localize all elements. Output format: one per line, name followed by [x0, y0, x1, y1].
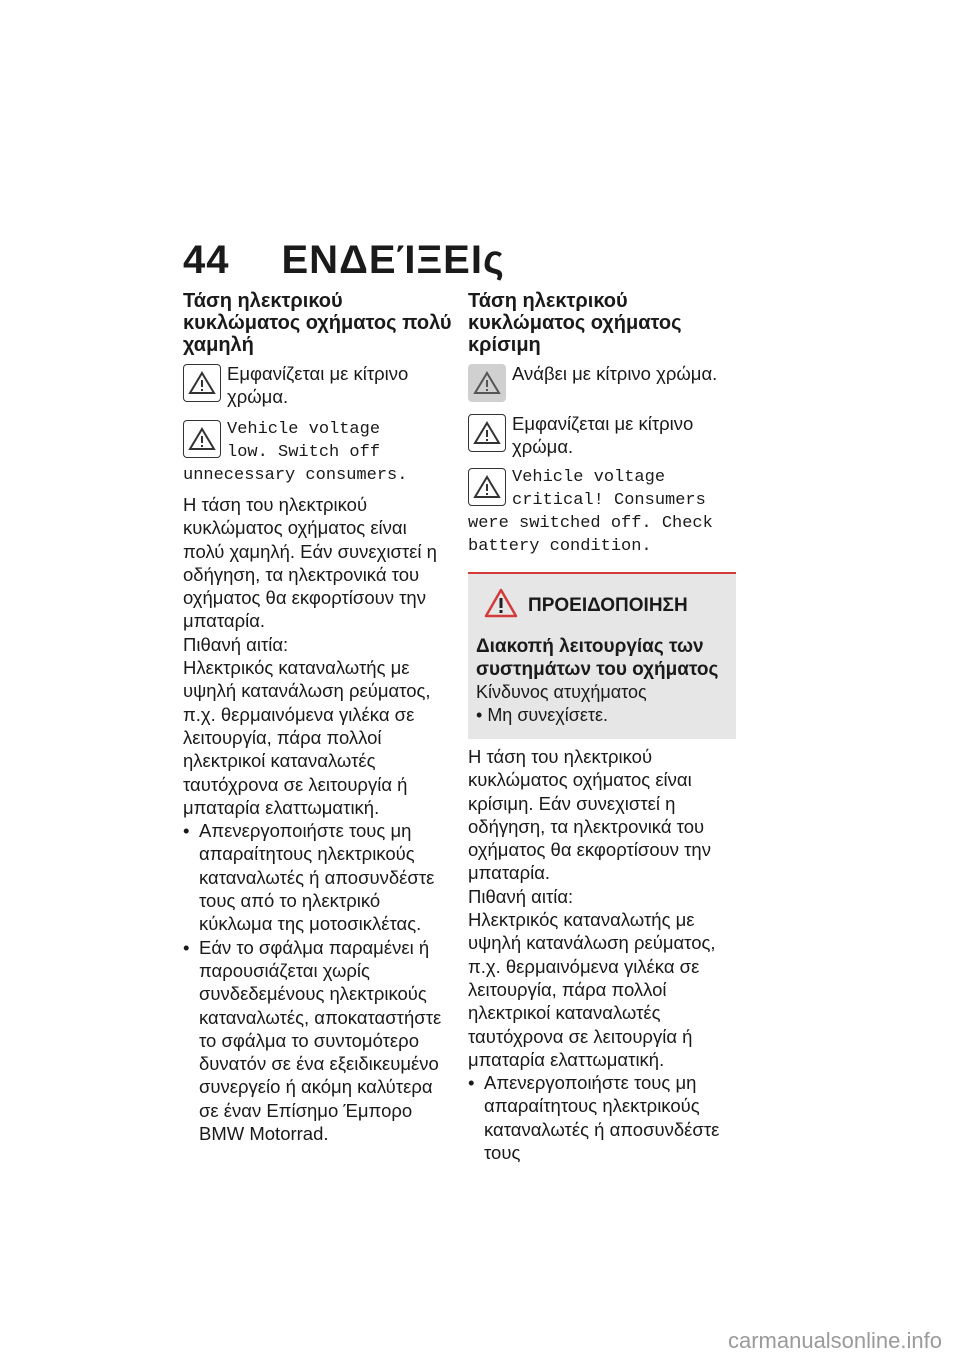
page-header	[183, 238, 505, 283]
watermark: carmanualsonline.info	[727, 1328, 942, 1353]
warning-triangle-icon	[183, 364, 221, 402]
right-column	[468, 290, 738, 1164]
warning-subtitle: Κίνδυνος ατυχήματος	[476, 682, 647, 702]
section-title-low-voltage: Τάση ηλεκτρικού κυκλώματος οχήματος πολύ χαμηλή	[183, 290, 452, 356]
warning-label: ΠΡΟΕΙΔΟΠΟΙΗΣΗ	[528, 594, 688, 616]
list-item: • Απενεργοποιήστε τους μη απαραίτητους ηλεκτρικούς καταναλωτές ή αποσυνδέστε τους από το ηλεκτρικό κύκλωμα της μοτοσικλέτας.	[183, 819, 453, 935]
display-message: critical! Consumers	[512, 491, 706, 510]
warning-title: Διακοπή λειτουργίας των συστημάτων του οχήματος	[476, 636, 719, 680]
indicator-description: Εμφανίζεται με κίτρινο χρώμα.	[512, 413, 694, 457]
page-number: 44	[183, 238, 230, 282]
warning-triangle-icon	[468, 468, 506, 506]
description	[468, 745, 738, 1071]
cause-label: Πιθανή αιτία:	[468, 885, 574, 907]
indicator-line	[468, 412, 738, 458]
display-message-line	[468, 466, 738, 512]
display-message: were switched off. Check	[468, 514, 713, 533]
indicator-description: Ανάβει με κίτρινο χρώμα.	[512, 363, 718, 384]
chapter-title: ΕΝΔΕΊΞΕΙς	[281, 238, 505, 282]
warning-bullet: • Μη συνεχίσετε.	[476, 705, 609, 725]
list-item: • Απενεργοποιήστε τους μη απαραίτητους ηλεκτρικούς καταναλωτές ή αποσυνδέστε τους	[468, 1071, 738, 1164]
warning-light-icon	[468, 364, 506, 402]
cause-text: Ηλεκτρικός καταναλωτής με υψηλή κατανάλωση ρεύματος, π.χ. θερμαινόμενα γιλέκα σε λειτουργία, πάρα πολλοί ηλεκτρικοί καταναλωτές ταυτόχρονα σε λειτουργία ή μπαταρία ελαττωματική.	[183, 657, 431, 818]
warning-triangle-icon	[468, 414, 506, 452]
section-title-critical-voltage: Τάση ηλεκτρικού κυκλώματος οχήματος κρίσιμη	[468, 290, 682, 356]
list-item: • Εάν το σφάλμα παραμένει ή παρουσιάζεται χωρίς συνδεδεμένους ηλεκτρικούς καταναλωτές, αποκαταστήστε το σφάλμα το συντομότερο δυνατόν σε ένα εξειδικευμένο συνεργείο ή ακόμη καλύτερα σε έναν Επίσημο Έμπορο BMW Motorrad.	[183, 936, 453, 1146]
cause-text: Ηλεκτρικός καταναλωτής με υψηλή κατανάλωση ρεύματος, π.χ. θερμαινόμενα γιλέκα σε λειτουργία, πάρα πολλοί ηλεκτρικοί καταναλωτές ταυτόχρονα σε λειτουργία ή μπαταρία ελαττωματική.	[468, 909, 716, 1070]
indicator-line	[468, 362, 738, 402]
warning-triangle-icon	[183, 420, 221, 458]
indicator-description: Εμφανίζεται με κίτρινο χρώμα.	[227, 363, 409, 407]
action-list	[468, 1071, 738, 1164]
display-message: low. Switch off	[227, 443, 381, 462]
warning-panel	[468, 572, 736, 739]
description-text: Η τάση του ηλεκτρικού κυκλώματος οχήματος είναι πολύ χαμηλή. Εάν συνεχιστεί η οδήγηση, τα ηλεκτρονικά του οχήματος θα εκφορτίσουν την μπαταρία.	[183, 494, 437, 632]
description-text: Η τάση του ηλεκτρικού κυκλώματος οχήματος είναι κρίσιμη. Εάν συνεχιστεί η οδήγηση, τα ηλεκτρονικά του οχήματος θα εκφορτίσουν την μπαταρία.	[468, 746, 711, 884]
cause-label: Πιθανή αιτία:	[183, 633, 289, 655]
warning-exclamation-icon	[484, 588, 518, 623]
display-message: unnecessary consumers.	[183, 466, 408, 485]
indicator-line	[183, 362, 453, 408]
left-column	[183, 290, 453, 1145]
warning-bullet-text: Μη συνεχίσετε.	[487, 705, 609, 725]
description	[183, 493, 453, 819]
display-message: Vehicle voltage	[227, 420, 381, 439]
warning-header	[476, 588, 724, 623]
display-message: Vehicle voltage	[512, 468, 666, 487]
action-list	[183, 819, 453, 1145]
display-message: battery condition.	[468, 537, 652, 556]
display-message-line	[183, 418, 453, 464]
